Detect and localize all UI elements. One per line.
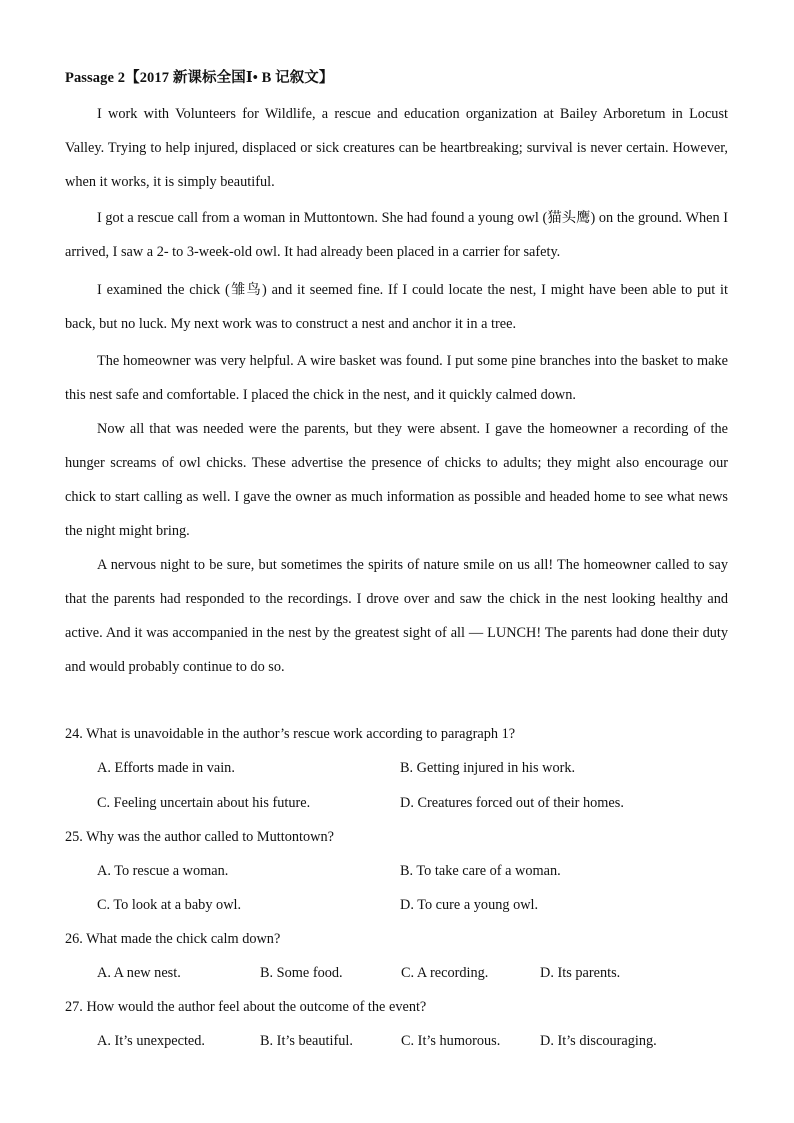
question-24-option-c: C. Feeling uncertain about his future. [97, 795, 311, 811]
question-24-option-d: D. Creatures forced out of their homes. [400, 795, 624, 811]
question-27-option-c: C. It’s humorous. [401, 1033, 501, 1049]
question-27-stem: 27. How would the author feel about the outcome of the event? [65, 999, 427, 1015]
question-27-option-b: B. It’s beautiful. [260, 1033, 353, 1049]
question-26-option-a: A. A new nest. [97, 965, 181, 981]
question-24-stem: 24. What is unavoidable in the author’s rescue work according to paragraph 1? [65, 726, 516, 742]
question-25-option-d: D. To cure a young owl. [400, 897, 539, 913]
paragraph-3: I examined the chick (雏鸟) and it seemed fine. If I could locate the nest, I might have been able to put it back, but no luck. My next work was to construct a nest and anchor it in a tree. [65, 282, 728, 332]
question-27-option-a: A. It’s unexpected. [97, 1033, 205, 1049]
question-25-option-a: A. To rescue a woman. [97, 863, 229, 879]
question-26-option-c: C. A recording. [401, 965, 489, 981]
question-26-stem: 26. What made the chick calm down? [65, 931, 281, 947]
question-26-option-b: B. Some food. [260, 965, 343, 981]
question-24-option-b: B. Getting injured in his work. [400, 760, 576, 776]
paragraph-1: I work with Volunteers for Wildlife, a rescue and education organization at Bailey Arboretum in Locust Valley. Trying to help injured, displaced or sick creatures can be heartbreaking; survival is never certain. However, when it works, it is simply beautiful. [65, 106, 728, 190]
paragraph-6: A nervous night to be sure, but sometimes the spirits of nature smile on us all! The homeowner called to say that the parents had responded to the recordings. I drove over and saw the chick in the nest looking healthy and active. And it was accompanied in the nest by the greatest sight of all — LUNCH! The parents had done their duty and would probably continue to do so. [65, 557, 728, 675]
passage-heading: Passage 2【2017 新课标全国Ⅰ• B 记叙文】 [65, 70, 334, 86]
question-26-option-d: D. Its parents. [540, 965, 621, 981]
question-25-stem: 25. Why was the author called to Muttontown? [65, 829, 334, 845]
paragraph-2: I got a rescue call from a woman in Muttontown. She had found a young owl (猫头鹰) on the ground. When I arrived, I saw a 2- to 3-week-old owl. It had already been placed in a carrier for safety. [65, 210, 728, 260]
question-25-option-c: C. To look at a baby owl. [97, 897, 242, 913]
paragraph-4: The homeowner was very helpful. A wire basket was found. I put some pine branches into the basket to make this nest safe and comfortable. I placed the chick in the nest, and it quickly calmed down. [65, 353, 728, 403]
question-27-option-d: D. It’s discouraging. [540, 1033, 657, 1049]
question-25-option-b: B. To take care of a woman. [400, 863, 561, 879]
question-24-option-a: A. Efforts made in vain. [97, 760, 235, 776]
paragraph-5: Now all that was needed were the parents, but they were absent. I gave the homeowner a recording of the hunger screams of owl chicks. These advertise the presence of chicks to adults; they might also encourage our chick to start calling as well. I gave the owner as much information as possible and headed home to see what news the night might bring. [65, 421, 728, 539]
